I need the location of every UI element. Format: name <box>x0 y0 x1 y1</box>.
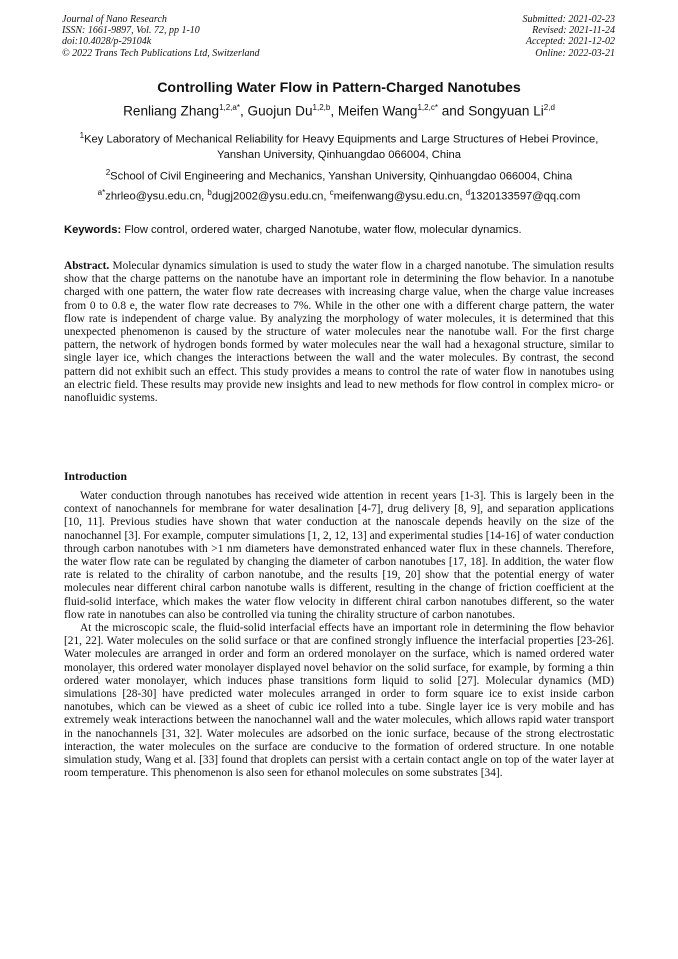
author-affiliation-mark: 1,2,b <box>312 103 331 112</box>
email-mark: d <box>465 188 471 197</box>
keywords <box>64 223 614 238</box>
publication-dates <box>523 14 616 59</box>
email-link[interactable]: dugj2002@ysu.edu.cn, <box>211 190 330 203</box>
author-name: Meifen Wang <box>337 103 418 119</box>
affiliation-2 <box>64 165 614 185</box>
author-affiliation-mark: 1,2,c* <box>417 103 438 112</box>
abstract <box>64 260 614 405</box>
abstract-text: Molecular dynamics simulation is used to study the water flow in a charged nanotube. The simulation results show that the charge patterns on the nanotube have an important role in determining the flow behavior. In a nanotube charged with one pattern, the water flow rate decreases with increasing charge value, when the charge value increases from 0 to 0.8 e, the water flow rate decreases to 7%. While in the other one with a different charge pattern, the water flow rate is independent of charge value. By analyzing the morphology of water molecules, it is determined that this unexpected phenomenon is caused by the structure of water molecules near the nanotube wall. For the first charge pattern, the network of hydrogen bonds formed by water molecules near the wall had a hexagonal structure, similar to single layer ice, which changes the interactions between the wall and the water molecules. By contrast, the second pattern did not exhibit such an effect. This study provides a means to control the rate of water flow in nanotubes using an electric field. These results may provide new insights and lead to new methods for flow control in complex micro- or nanofluidic systems. <box>64 260 614 405</box>
author-list <box>30 103 648 119</box>
abstract-label: Abstract. <box>64 260 110 272</box>
author-emails <box>40 188 638 203</box>
introduction-body <box>64 490 614 780</box>
date-online: Online: 2022-03-21 <box>535 47 615 59</box>
author-separator: , <box>330 103 338 119</box>
email-mark: b <box>207 188 212 197</box>
email-link[interactable]: zhrleo@ysu.edu.cn, <box>105 190 208 203</box>
author-separator: and <box>437 103 469 119</box>
journal-header <box>62 14 615 64</box>
author-affiliation-mark: 2,d <box>543 103 555 112</box>
email-link[interactable]: 1320133597@qq.com <box>470 190 581 203</box>
email-mark: a* <box>97 188 106 197</box>
journal-doi[interactable]: doi:10.4028/p-29104k <box>62 36 152 48</box>
date-accepted: Accepted: 2021-12-02 <box>525 36 615 48</box>
section-heading-introduction: Introduction <box>64 470 127 483</box>
journal-copyright: © 2022 Trans Tech Publications Ltd, Switzerland <box>62 47 260 59</box>
affiliation-text: School of Civil Engineering and Mechanics, Yanshan University, Qinhuangdao 066004, China <box>110 170 573 183</box>
email-mark: c <box>329 188 334 197</box>
paragraph: At the microscopic scale, the fluid-solid interfacial effects have an important role in determining the flow behavior [21, 22]. Water molecules on the solid surface or that are confined strongly influence the interfacial properties [23-26]. Water molecules are arranged in order and form an ordered monolayer on the surface, which is named ordered water monolayer, this ordered water monolayer displayed novel behavior on the solid surface, for example, by forming a thin ordered water monolayer, which induces phase transitions form liquid to solid [27]. Molecular dynamics (MD) simulations [28-30] have predicted water molecules arranged in order to form square ice to exist inside carbon nanotubes, which can be viewed as a sheet of cubic ice rolled into a tube. Single layer ice is very mobile and has extremely weak interactions between the nanochannel wall and the water molecules, which allows rapid water transport in the nanochannels [31, 32]. Water molecules are adsorbed on the ionic surface, because of the strong electrostatic interaction, the water molecules on the surface are conducive to the formation of ordered structure. In one notable simulation study, Wang et al. [33] found that droplets can persist with a certain contact angle on top of the water layer at room temperature. This phenomenon is also seen for ethanol molecules on some substrates [34]. <box>64 622 614 780</box>
affiliation-mark: 1 <box>79 131 85 140</box>
affiliation-1 <box>64 128 614 164</box>
date-revised: Revised: 2021-11-24 <box>532 25 615 37</box>
author-name: Renliang Zhang <box>123 103 220 119</box>
paragraph: Water conduction through nanotubes has received wide attention in recent years [1-3]. This is largely been in the context of nanochannels for membrane for water desalination [4-7], drug delivery [8, 9], and separation applications [10, 11]. Previous studies have shown that water conduction at the nanoscale depends heavily on the size of the nanochannel [3]. For example, computer simulations [1, 2, 12, 13] and experimental studies [14-16] of water conduction through carbon nanotubes with >1 nm diameters have demonstrated enhanced water flux in these channels. Therefore, the water flow rate can be regulated by changing the diameter of carbon nanotubes [17, 18]. In addition, the water flow rate is related to the chirality of carbon nanotube, and the results [19, 20] show that the potential energy of water molecules near different chiral carbon nanotube walls is different, resulting in the change of friction coefficient at the fluid-solid interface, which makes the water flow velocity in different chiral carbon nanotubes different, so the water flow rate in nanotubes can also be controlled via tuning the chirality structure of carbon nanotubes. <box>64 490 614 621</box>
journal-info <box>62 14 260 59</box>
keywords-label: Keywords: <box>64 224 122 236</box>
author-separator: , <box>239 103 248 119</box>
affiliation-text: Key Laboratory of Mechanical Reliability for Heavy Equipments and Large Structures of Hebei Province, Yanshan University, Qinhuangdao 066004, China <box>84 133 599 162</box>
email-link[interactable]: meifenwang@ysu.edu.cn, <box>333 190 466 203</box>
journal-issn: ISSN: 1661-9897, Vol. 72, pp 1-10 <box>62 25 200 37</box>
journal-name: Journal of Nano Research <box>62 14 167 25</box>
author-name: Guojun Du <box>247 103 313 119</box>
author-name: Songyuan Li <box>468 103 544 119</box>
affiliation-mark: 2 <box>105 168 111 177</box>
paper-title: Controlling Water Flow in Pattern-Charged Nanotubes <box>157 80 521 96</box>
author-affiliation-mark: 1,2,a* <box>219 103 240 112</box>
keywords-text: Flow control, ordered water, charged Nanotube, water flow, molecular dynamics. <box>121 224 522 236</box>
date-submitted: Submitted: 2021-02-23 <box>522 14 615 25</box>
